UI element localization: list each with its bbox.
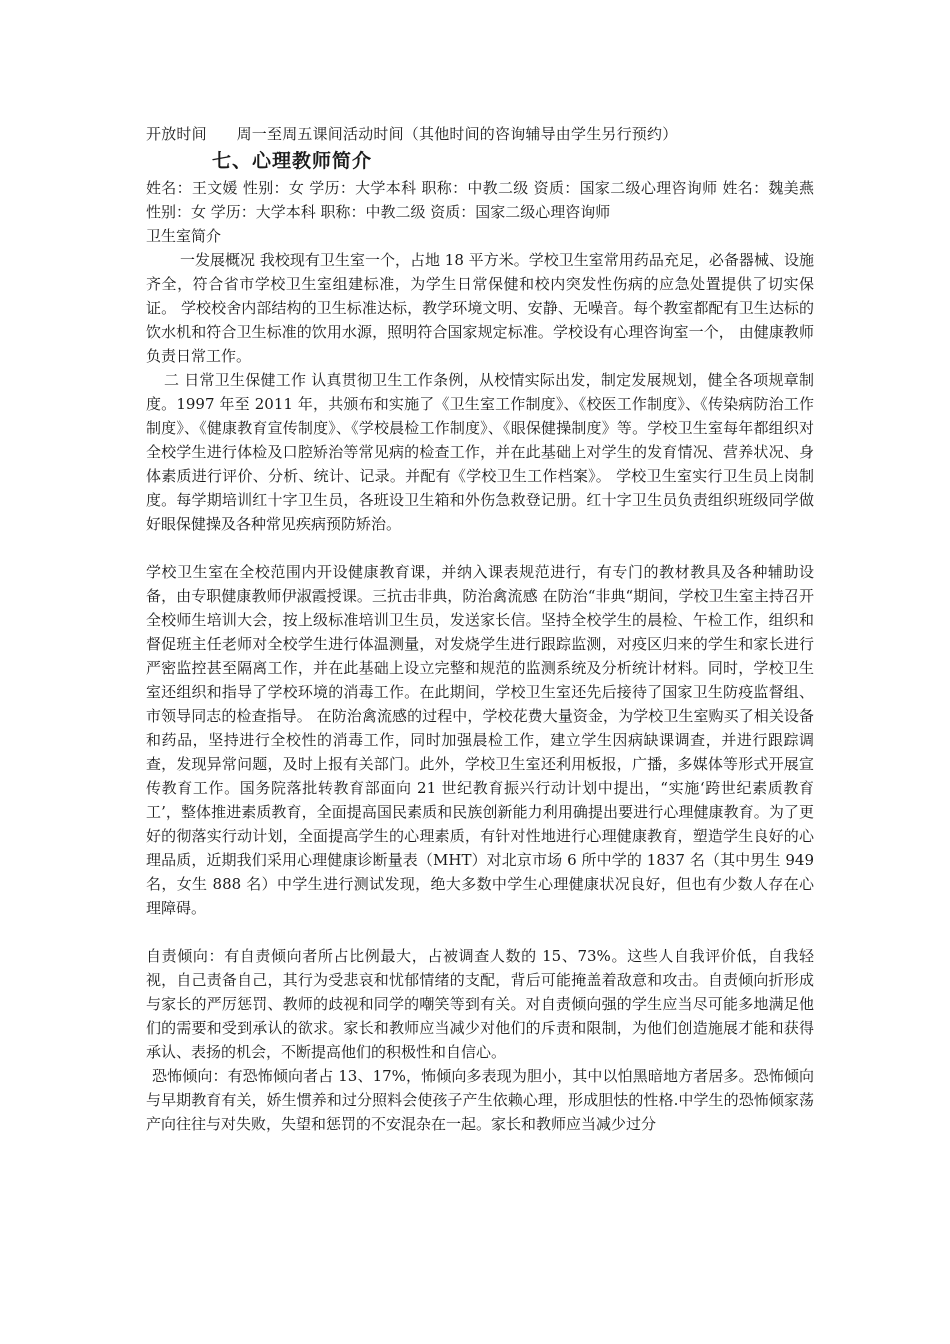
open-hours-line: 开放时间 周一至周五课间活动时间（其他时间的咨询辅导由学生另行预约） — [146, 125, 678, 143]
section-title-teachers: 七、心理教师简介 — [212, 150, 373, 172]
teacher-info-paragraph: 姓名：王文媛 性别：女 学历：大学本科 职称：中教二级 资质：国家二级心理咨询师 姓名：魏美燕 性别：女 学历：大学本科 职称：中教二级 资质：国家二级心理咨询师 — [146, 179, 814, 221]
paragraph-gap — [146, 536, 814, 560]
document-page — [146, 122, 814, 1136]
clinic-heading: 卫生室简介 — [146, 227, 222, 245]
paragraph-fear: 恐怖倾向：有恐怖倾向者占 13、17%，怖倾向多表现为胆小，其中以怕黑暗地方者居多。恐怖倾向与早期教育有关，娇生惯养和过分照料会使孩子产生依赖心理，形成胆怯的性格.中学生的恐怖倾家荡产向往往与对失败，失望和惩罚的不安混杂在一起。家长和教师应当减少过分 — [146, 1067, 814, 1133]
paragraph-daily-care: 二 日常卫生保健工作 认真贯彻卫生工作条例，从校情实际出发，制定发展规划，健全各项规章制度。1997 年至 2011 年，共颁布和实施了《卫生室工作制度》、《校医工作制度》、《传染病防治工作制度》、《健康教育宣传制度》、《学校晨检工作制度》、《眼保健操制度》等。学校卫生室每年都组织对全校学生进行体检及口腔矫治等常见病的检查工作，并在此基础上对学生的发育情况、营养状况、身体素质进行评价、分析、统计、记录。并配有《学校卫生工作档案》。 学校卫生室实行卫生员上岗制度。每学期培训红十字卫生员，各班设卫生箱和外伤急救登记册。红十字卫生员负责组织班级同学做好眼保健操及各种常见疾病预防矫治。 — [146, 371, 814, 533]
paragraph-overview: 一发展概况 我校现有卫生室一个，占地 18 平方米。学校卫生室常用药品充足，必备器械、设施齐全，符合省市学校卫生室组建标准，为学生日常保健和校内突发性伤病的应急处置提供了切实保证。 学校校舍内部结构的卫生标准达标，教学环境文明、安静、无噪音。每个教室都配有卫生达标的饮水机和符合卫生标准的饮用水源，照明符合国家规定标准。学校设有心理咨询室一个， 由健康教师负责日常工作。 — [146, 251, 814, 365]
paragraph-gap — [146, 920, 814, 944]
paragraph-self-blame: 自责倾向：有自责倾向者所占比例最大，占被调查人数的 15、73%。这些人自我评价低，自我轻视，自己责备自己，其行为受悲哀和忧郁情绪的支配，背后可能掩盖着敌意和攻击。自责倾向折形成与家长的严厉惩罚、教师的歧视和同学的嘲笑等到有关。对自责倾向强的学生应当尽可能多地满足他们的需要和受到承认的欲求。家长和教师应当减少对他们的斥责和限制，为他们创造施展才能和获得承认、表扬的机会，不断提高他们的积极性和自信心。 — [146, 947, 814, 1061]
paragraph-health-education: 学校卫生室在全校范围内开设健康教育课，并纳入课表规范进行，有专门的教材教具及各种辅助设备，由专职健康教师伊淑霞授课。三抗击非典，防治禽流感 在防治“非典“期间，学校卫生室主持召开全校师生培训大会，按上级标准培训卫生员，发送家长信。坚持全校学生的晨检、午检工作，组织和督促班主任老师对全校学生进行体温测量，对发烧学生进行跟踪监测，对疫区归来的学生和家长进行严密监控甚至隔离工作，并在此基础上设立完整和规范的监测系统及分析统计材料。同时，学校卫生室还组织和指导了学校环境的消毒工作。在此期间，学校卫生室还先后接待了国家卫生防疫监督组、市领导同志的检查指导。 在防治禽流感的过程中，学校花费大量资金，为学校卫生室购买了相关设备和药品，坚持进行全校性的消毒工作，同时加强晨检工作，建立学生因病缺课调查，并进行跟踪调查，发现异常问题，及时上报有关部门。此外，学校卫生室还利用板报，广播，多媒体等形式开展宣传教育工作。国务院落批转教育部面向 21 世纪教育振兴行动计划中提出，“实施‘跨世纪素质教育工’，整体推进素质教育，全面提高国民素质和民族创新能力利用确提出要进行心理健康教育。为了更好的彻落实行动计划，全面提高学生的心理素质，有针对性地进行心理健康教育，塑造学生良好的心理品质，近期我们采用心理健康诊断量表（MHT）对北京市场 6 所中学的 1837 名（其中男生 949 名，女生 888 名）中学生进行测试发现，绝大多数中学生心理健康状况良好，但也有少数人存在心理障碍。 — [146, 563, 814, 917]
